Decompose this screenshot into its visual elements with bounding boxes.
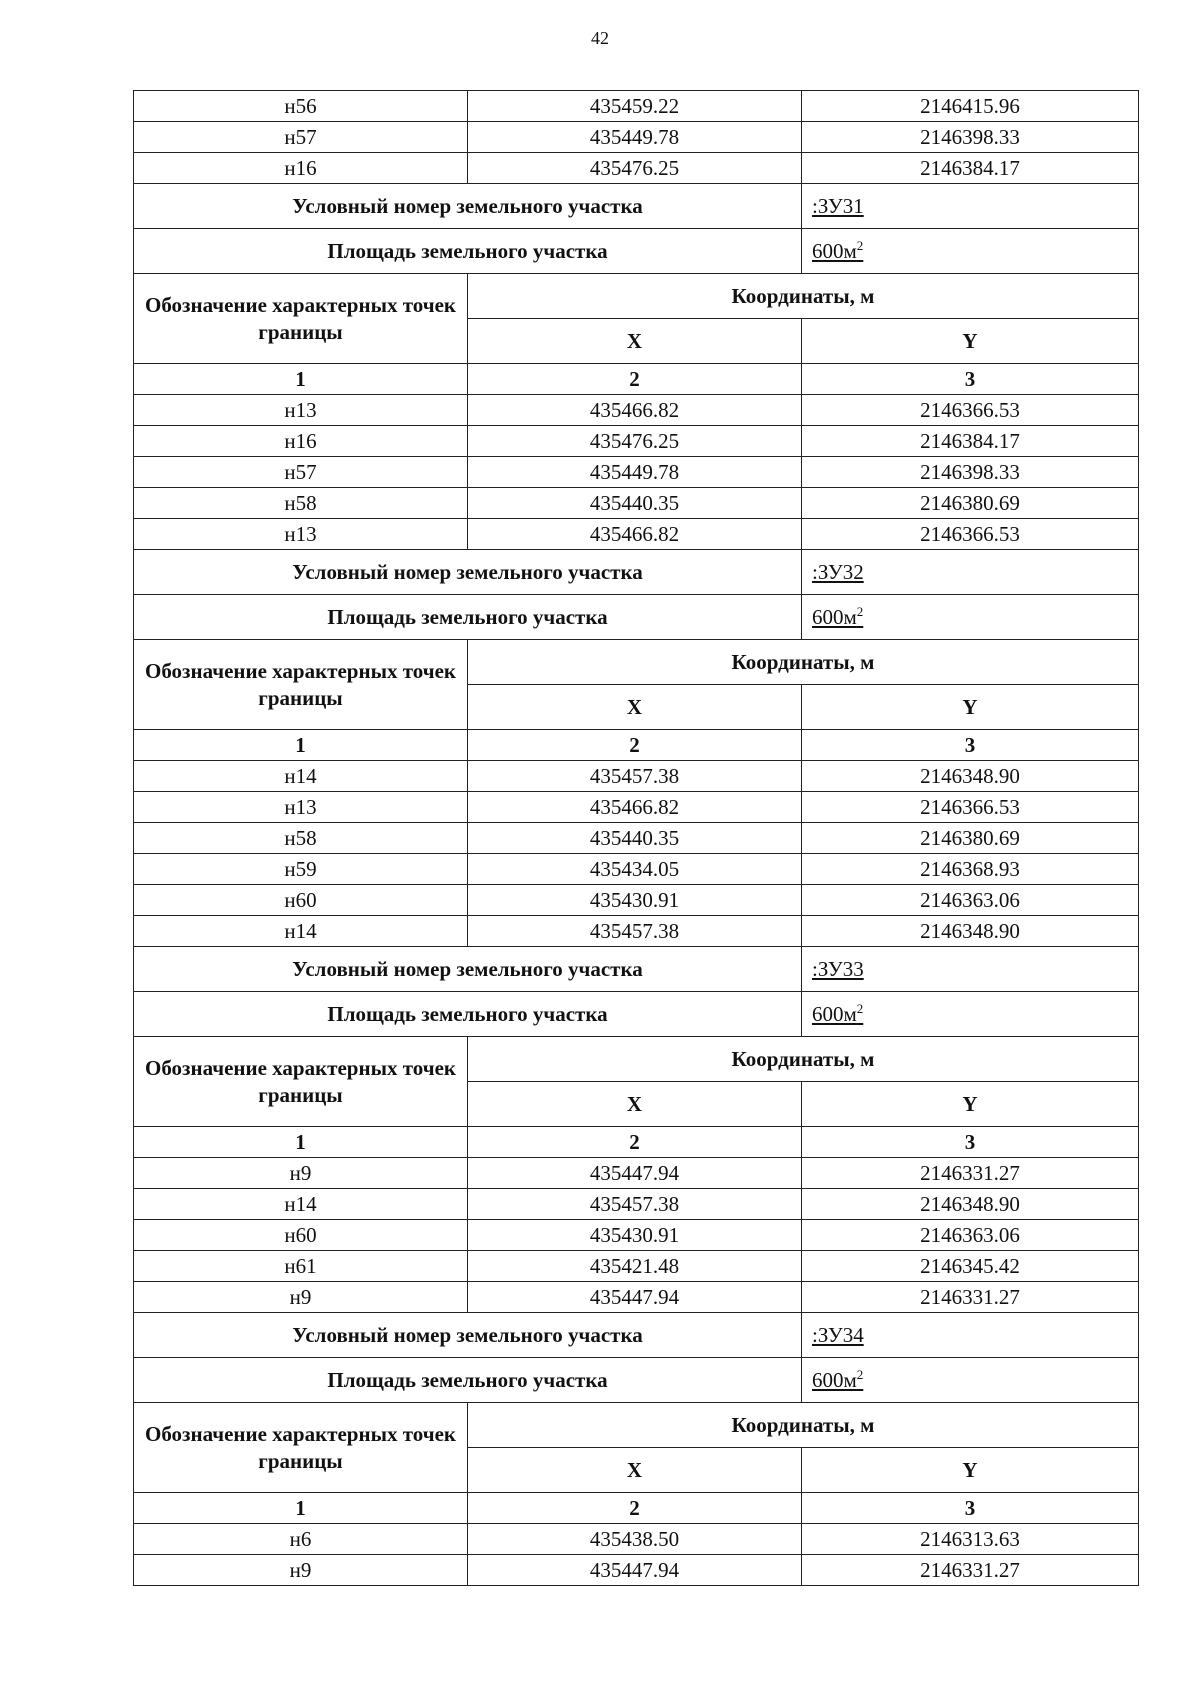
y-column-header: Y [802,1082,1139,1127]
plot-area-label: Площадь земельного участка [134,229,802,274]
plot-area-value [802,992,1139,1037]
x-coordinate-cell: 435476.25 [468,153,802,184]
plot-area-exponent: 2 [856,1366,864,1382]
coordinates-header-row [134,274,1139,319]
x-coordinate-cell: 435459.22 [468,91,802,122]
table-row [134,823,1139,854]
column-number-row [134,1493,1139,1524]
column-number: 3 [802,364,1139,395]
plot-number-row [134,184,1139,229]
x-coordinate-cell: 435466.82 [468,792,802,823]
column-number-row [134,364,1139,395]
table-row [134,91,1139,122]
column-number: 3 [802,730,1139,761]
coordinates-column-header: Координаты, м [468,1037,1139,1082]
point-cell: н14 [134,916,468,947]
column-number: 1 [134,1127,468,1158]
point-cell: н56 [134,91,468,122]
point-cell: н13 [134,519,468,550]
points-column-header: Обозначение характерных точек границы [134,640,468,730]
coordinates-document [133,90,1138,1586]
plot-area-exponent: 2 [856,237,864,253]
table-row [134,1220,1139,1251]
plot-area-wrapper [812,605,863,629]
plot-area-wrapper [812,239,863,263]
plot-number-text: :ЗУ32 [812,559,864,584]
plot-area-exponent: 2 [856,603,864,619]
coordinates-column-header: Координаты, м [468,274,1139,319]
x-coordinate-cell: 435449.78 [468,122,802,153]
x-coordinate-cell: 435430.91 [468,1220,802,1251]
plot-number-value [802,947,1139,992]
point-cell: н16 [134,153,468,184]
y-coordinate-cell: 2146366.53 [802,792,1139,823]
plot-area-wrapper [812,1002,863,1026]
x-coordinate-cell: 435466.82 [468,519,802,550]
y-column-header: Y [802,319,1139,364]
y-coordinate-cell: 2146348.90 [802,761,1139,792]
plot-area-row [134,992,1139,1037]
plot-area-value [802,229,1139,274]
plot-number-label: Условный номер земельного участка [134,184,802,229]
x-column-header: X [468,1082,802,1127]
coordinates-header-row [134,1403,1139,1448]
point-cell: н61 [134,1251,468,1282]
point-cell: н57 [134,122,468,153]
column-number: 3 [802,1493,1139,1524]
y-coordinate-cell: 2146380.69 [802,823,1139,854]
coordinates-table [133,90,1139,1586]
plot-number-row [134,947,1139,992]
x-column-header: X [468,319,802,364]
y-coordinate-cell: 2146331.27 [802,1555,1139,1586]
points-column-header: Обозначение характерных точек границы [134,274,468,364]
column-number: 2 [468,1127,802,1158]
plot-number-text: :ЗУ33 [812,956,864,981]
plot-area-row [134,1358,1139,1403]
plot-area-label: Площадь земельного участка [134,992,802,1037]
plot-area-value [802,595,1139,640]
column-number: 3 [802,1127,1139,1158]
point-cell: н58 [134,488,468,519]
point-cell: н6 [134,1524,468,1555]
plot-area-text: 600м [812,1001,857,1026]
column-number: 1 [134,730,468,761]
x-coordinate-cell: 435457.38 [468,1189,802,1220]
page-number: 42 [591,28,609,48]
y-coordinate-cell: 2146398.33 [802,122,1139,153]
y-coordinate-cell: 2146331.27 [802,1282,1139,1313]
table-row [134,1555,1139,1586]
plot-number-label: Условный номер земельного участка [134,1313,802,1358]
table-row [134,153,1139,184]
column-number: 2 [468,364,802,395]
table-row [134,519,1139,550]
plot-number-text: :ЗУ34 [812,1322,864,1347]
x-coordinate-cell: 435457.38 [468,761,802,792]
x-coordinate-cell: 435421.48 [468,1251,802,1282]
y-coordinate-cell: 2146398.33 [802,457,1139,488]
plot-number-value [802,550,1139,595]
table-row [134,1524,1139,1555]
points-column-header: Обозначение характерных точек границы [134,1037,468,1127]
x-column-header: X [468,1448,802,1493]
y-coordinate-cell: 2146384.17 [802,153,1139,184]
point-cell: н13 [134,792,468,823]
plot-area-text: 600м [812,1367,857,1392]
y-coordinate-cell: 2146313.63 [802,1524,1139,1555]
x-coordinate-cell: 435430.91 [468,885,802,916]
coordinates-header-row [134,640,1139,685]
point-cell: н9 [134,1282,468,1313]
y-column-header: Y [802,1448,1139,1493]
column-number: 2 [468,730,802,761]
x-coordinate-cell: 435447.94 [468,1555,802,1586]
plot-number-text: :ЗУ31 [812,193,864,218]
point-cell: н58 [134,823,468,854]
plot-number-row [134,550,1139,595]
table-row [134,1251,1139,1282]
column-number-row [134,730,1139,761]
plot-area-text: 600м [812,604,857,629]
point-cell: н57 [134,457,468,488]
table-row [134,1282,1139,1313]
plot-area-text: 600м [812,238,857,263]
plot-area-row [134,595,1139,640]
x-coordinate-cell: 435440.35 [468,823,802,854]
x-coordinate-cell: 435466.82 [468,395,802,426]
points-column-header: Обозначение характерных точек границы [134,1403,468,1493]
plot-area-value [802,1358,1139,1403]
x-coordinate-cell: 435449.78 [468,457,802,488]
x-coordinate-cell: 435438.50 [468,1524,802,1555]
table-row [134,1189,1139,1220]
plot-number-row [134,1313,1139,1358]
table-row [134,395,1139,426]
column-number: 2 [468,1493,802,1524]
table-row [134,885,1139,916]
table-row [134,854,1139,885]
x-coordinate-cell: 435447.94 [468,1282,802,1313]
y-coordinate-cell: 2146366.53 [802,519,1139,550]
plot-area-exponent: 2 [856,1000,864,1016]
y-coordinate-cell: 2146415.96 [802,91,1139,122]
coordinates-column-header: Координаты, м [468,1403,1139,1448]
y-coordinate-cell: 2146366.53 [802,395,1139,426]
point-cell: н60 [134,885,468,916]
x-coordinate-cell: 435434.05 [468,854,802,885]
plot-number-value [802,184,1139,229]
y-coordinate-cell: 2146384.17 [802,426,1139,457]
table-row [134,426,1139,457]
y-column-header: Y [802,685,1139,730]
x-coordinate-cell: 435457.38 [468,916,802,947]
coordinates-column-header: Координаты, м [468,640,1139,685]
y-coordinate-cell: 2146380.69 [802,488,1139,519]
point-cell: н9 [134,1555,468,1586]
plot-area-wrapper [812,1368,863,1392]
y-coordinate-cell: 2146363.06 [802,1220,1139,1251]
y-coordinate-cell: 2146348.90 [802,1189,1139,1220]
coordinates-header-row [134,1037,1139,1082]
table-row [134,122,1139,153]
x-coordinate-cell: 435440.35 [468,488,802,519]
table-row [134,916,1139,947]
table-row [134,792,1139,823]
y-coordinate-cell: 2146345.42 [802,1251,1139,1282]
column-number: 1 [134,364,468,395]
point-cell: н14 [134,1189,468,1220]
point-cell: н59 [134,854,468,885]
table-row [134,761,1139,792]
column-number: 1 [134,1493,468,1524]
point-cell: н14 [134,761,468,792]
plot-number-label: Условный номер земельного участка [134,947,802,992]
point-cell: н60 [134,1220,468,1251]
y-coordinate-cell: 2146368.93 [802,854,1139,885]
x-coordinate-cell: 435476.25 [468,426,802,457]
table-row [134,457,1139,488]
point-cell: н9 [134,1158,468,1189]
y-coordinate-cell: 2146331.27 [802,1158,1139,1189]
table-row [134,1158,1139,1189]
plot-area-row [134,229,1139,274]
plot-area-label: Площадь земельного участка [134,595,802,640]
table-row [134,488,1139,519]
plot-area-label: Площадь земельного участка [134,1358,802,1403]
x-coordinate-cell: 435447.94 [468,1158,802,1189]
plot-number-label: Условный номер земельного участка [134,550,802,595]
plot-number-value [802,1313,1139,1358]
y-coordinate-cell: 2146363.06 [802,885,1139,916]
point-cell: н16 [134,426,468,457]
y-coordinate-cell: 2146348.90 [802,916,1139,947]
point-cell: н13 [134,395,468,426]
column-number-row [134,1127,1139,1158]
x-column-header: X [468,685,802,730]
coordinates-table-body [134,91,1139,1586]
